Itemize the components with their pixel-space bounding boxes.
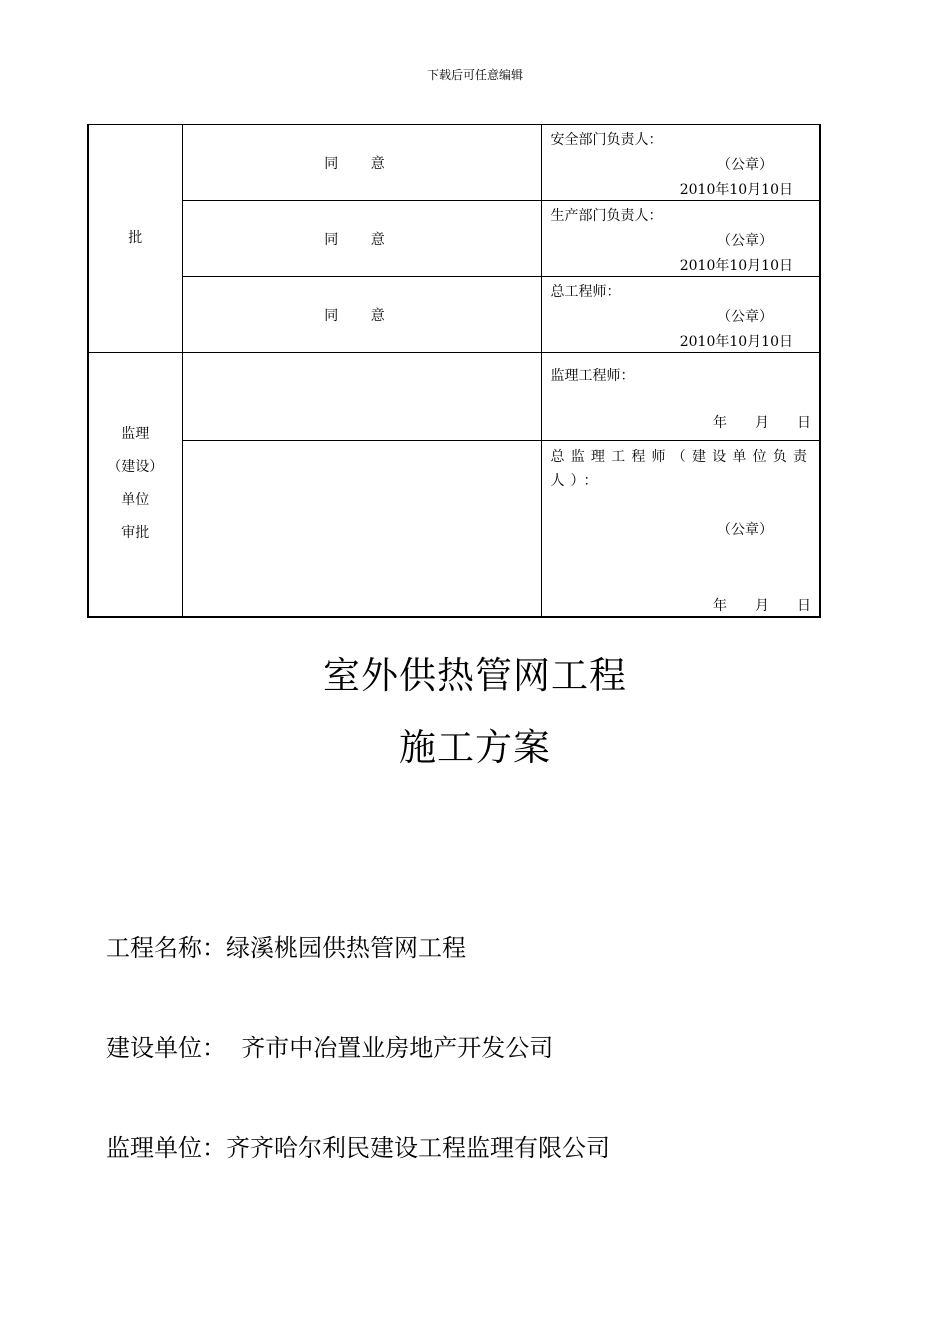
builder-unit: 建设单位： 齐市中冶置业房地产开发公司 xyxy=(106,1034,554,1062)
supervisor-month: 月 xyxy=(755,415,769,431)
approval-side-label: 批 xyxy=(88,125,182,353)
chief-supervisor-year: 年 xyxy=(713,598,727,614)
supervisor-unit: 监理单位：齐齐哈尔利民建设工程监理有限公司 xyxy=(106,1134,610,1162)
seal-3: （公章） xyxy=(717,309,773,325)
supervision-label-line-2: （建设） xyxy=(107,459,164,476)
document-title-line-2: 施工方案 xyxy=(399,726,551,769)
date-1: 2010年10月10日 xyxy=(679,182,793,198)
signer-3: 总工程师： xyxy=(550,284,621,300)
supervision-label-line-1: 监理 xyxy=(121,426,150,443)
opinion-3: 同 意 xyxy=(182,277,541,353)
chief-supervisor-signature-box xyxy=(541,441,820,617)
seal-1: （公章） xyxy=(717,157,773,173)
supervisor-signer: 监理工程师： xyxy=(550,368,635,384)
date-3: 2010年10月10日 xyxy=(679,334,793,350)
project-name: 工程名称：绿溪桃园供热管网工程 xyxy=(106,934,466,962)
document-title-line-1: 室外供热管网工程 xyxy=(323,654,627,697)
seal-2: （公章） xyxy=(717,233,773,249)
date-2: 2010年10月10日 xyxy=(679,258,793,274)
opinion-1: 同 意 xyxy=(182,125,541,201)
supervisor-day: 日 xyxy=(797,415,811,431)
chief-supervisor-month: 月 xyxy=(755,598,769,614)
header-note: 下载后可任意编辑 xyxy=(426,68,523,82)
signature-box-3 xyxy=(541,277,820,353)
supervision-label-line-3: 单位 xyxy=(121,492,150,509)
supervisor-year: 年 xyxy=(713,415,727,431)
signature-box-2 xyxy=(541,201,820,277)
signer-2: 生产部门负责人： xyxy=(550,208,663,224)
approval-table xyxy=(87,124,821,618)
chief-supervisor-date xyxy=(685,595,811,615)
chief-supervisor-opinion xyxy=(182,441,541,617)
supervisor-signature-box xyxy=(541,353,820,441)
signature-box-1 xyxy=(541,125,820,201)
supervision-label-line-4: 审批 xyxy=(121,525,150,542)
chief-supervisor-day: 日 xyxy=(797,598,811,614)
signer-1: 安全部门负责人： xyxy=(550,132,663,148)
chief-supervisor-signer: 总监理工程师（建设单位负责人）： xyxy=(550,449,813,489)
supervisor-opinion xyxy=(182,353,541,441)
chief-supervisor-seal: （公章） xyxy=(717,522,773,538)
supervisor-date xyxy=(685,412,811,432)
opinion-2: 同 意 xyxy=(182,201,541,277)
supervision-side-label xyxy=(88,353,182,617)
